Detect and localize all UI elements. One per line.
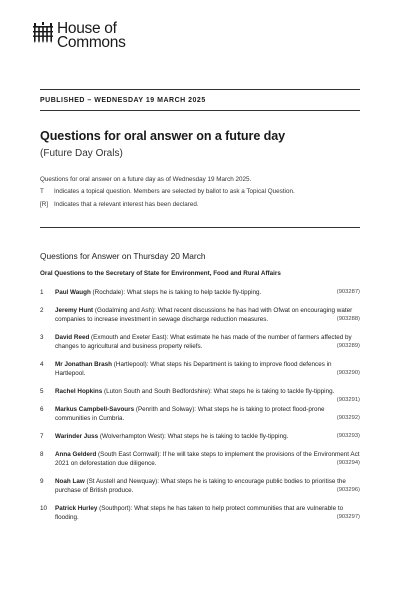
question-constituency: (South East Cornwall):: [96, 451, 163, 458]
intro-text: Questions for oral answer on a future day as of Wednesday 19 March 2025.: [40, 176, 252, 183]
question-reference: (903297): [336, 514, 360, 520]
question-number: 10: [40, 505, 48, 512]
question-asker: Anna Gelderd: [55, 451, 97, 458]
legend-key: [R]: [40, 201, 49, 208]
question-number: 8: [40, 451, 44, 458]
question-item: [40, 477, 360, 495]
question-text: What steps he is taking to protect flood-prone communities in Cumbria.: [55, 406, 325, 422]
question-constituency: (Wolverhampton West):: [98, 433, 168, 440]
question-reference: (903291): [336, 397, 360, 403]
portcullis-icon: [33, 22, 53, 44]
question-constituency: (Southport):: [97, 505, 135, 512]
published-date: PUBLISHED – WEDNESDAY 19 MARCH 2025: [40, 97, 206, 104]
question-item: [40, 432, 360, 441]
question-text: What recent discussions he has had with Ofwat on encouraging water companies to increase investment in sewage discharge reduction measures.: [55, 307, 353, 323]
question-number: 7: [40, 433, 44, 440]
question-number: 6: [40, 406, 44, 413]
department-heading: Oral Questions to the Secretary of State for Environment, Food and Rural Affairs: [40, 270, 281, 277]
question-text: What estimate he has made of the number of farmers affected by changes to agricultural and business property reliefs.: [55, 334, 352, 350]
question-text: What steps he is taking to tackle fly-tipping.: [167, 433, 289, 440]
question-constituency: (St Austell and Newquay):: [84, 478, 161, 485]
section-divider: [40, 227, 360, 228]
legend-text: Indicates that a relevant interest has been declared.: [54, 201, 199, 208]
question-item: [40, 288, 360, 297]
question-reference: (903292): [336, 415, 360, 421]
question-item: [40, 450, 360, 468]
question-reference: (903294): [336, 460, 360, 466]
logo-line-2: Commons: [57, 34, 126, 51]
published-divider: [40, 110, 360, 111]
question-constituency: (Exmouth and Exeter East):: [89, 334, 171, 341]
question-asker: Rachel Hopkins: [55, 388, 103, 395]
question-number: 9: [40, 478, 44, 485]
question-item: [40, 387, 360, 403]
question-constituency: (Luton South and South Bedfordshire):: [102, 388, 214, 395]
legend-key: T: [40, 188, 44, 195]
page-title: Questions for oral answer on a future day: [40, 129, 286, 143]
question-reference: (903293): [336, 433, 360, 439]
legend-item-topical: [40, 188, 360, 195]
top-divider: [40, 89, 360, 90]
question-item: [40, 306, 360, 324]
question-text: What steps he is taking to tackle fly-tipping.: [213, 388, 335, 395]
question-text: What steps he is taking to encourage public bodies to prioritise the purchase of British produce.: [55, 478, 346, 494]
question-item: [40, 333, 360, 351]
logo-wordmark: [57, 22, 126, 50]
question-asker: Mr Jonathan Brash: [55, 361, 113, 368]
question-number: 2: [40, 307, 44, 314]
question-constituency: (Godalming and Ash):: [93, 307, 158, 314]
question-asker: Warinder Juss: [55, 433, 99, 440]
question-item: [40, 504, 360, 522]
legend-item-interest: [40, 201, 360, 208]
question-list: [40, 288, 360, 531]
question-asker: Paul Waugh: [55, 289, 91, 296]
logo-line-1: House of: [57, 20, 117, 37]
question-asker: Jeremy Hunt: [55, 307, 94, 314]
question-reference: (903290): [336, 370, 360, 376]
question-constituency: (Hartlepool):: [112, 361, 151, 368]
question-item: [40, 405, 360, 423]
question-number: 1: [40, 289, 44, 296]
question-asker: Patrick Hurley: [55, 505, 98, 512]
question-reference: (903296): [336, 487, 360, 493]
question-constituency: (Penrith and Solway):: [134, 406, 198, 413]
section-heading: Questions for Answer on Thursday 20 March: [40, 251, 206, 261]
question-asker: David Reed: [55, 334, 90, 341]
question-text: What steps he is taking to help tackle fly-tipping.: [126, 289, 262, 296]
house-of-commons-logo: [33, 22, 126, 50]
question-number: 4: [40, 361, 44, 368]
question-reference: (903288): [336, 316, 360, 322]
question-number: 3: [40, 334, 44, 341]
question-item: [40, 360, 360, 378]
question-text: If he will take steps to implement the provisions of the Environment Act 2021 on deforestation due diligence.: [55, 451, 360, 467]
page-subtitle: (Future Day Orals): [40, 148, 123, 159]
question-text: What steps he has taken to help protect communities that are vulnerable to flooding.: [55, 505, 344, 521]
question-number: 5: [40, 388, 44, 395]
question-reference: (903287): [336, 289, 360, 295]
question-constituency: (Rochdale):: [90, 289, 127, 296]
question-reference: (903289): [336, 343, 360, 349]
question-asker: Noah Law: [55, 478, 85, 485]
question-asker: Markus Campbell-Savours: [55, 406, 135, 413]
legend-text: Indicates a topical question. Members are selected by ballot to ask a Topical Question.: [54, 188, 295, 195]
question-text: What steps his Department is taking to improve flood defences in Hartlepool.: [55, 361, 332, 377]
